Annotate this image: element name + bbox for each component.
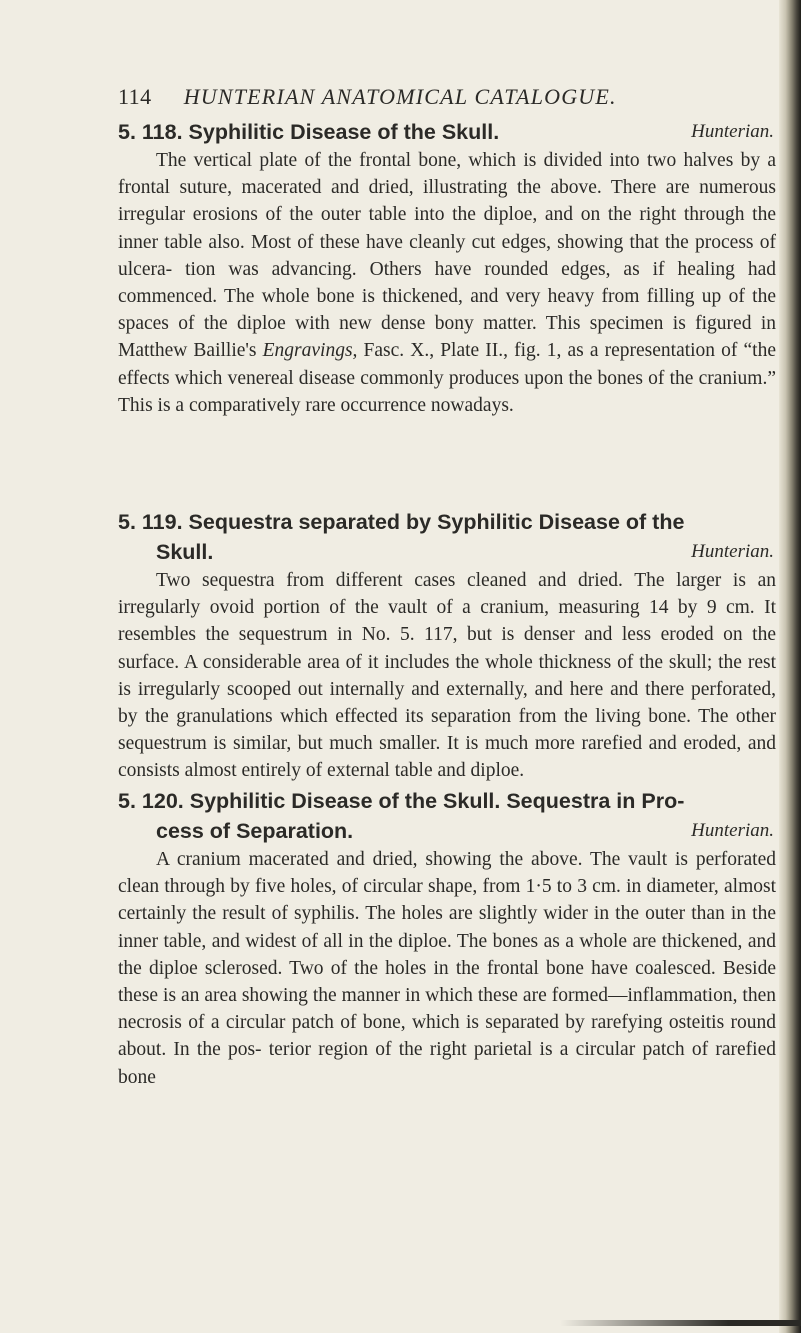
entry-title-continued: cess of Separation. bbox=[156, 819, 354, 843]
entry-title-text: 5. 118. Syphilitic Disease of the Skull. bbox=[118, 120, 500, 144]
page-number: 114 bbox=[118, 84, 152, 109]
page-edge-shadow bbox=[560, 1320, 801, 1326]
running-header bbox=[118, 84, 678, 110]
entry-body-italic: Engravings, bbox=[262, 340, 358, 362]
catalogue-entry-5-118 bbox=[118, 117, 776, 419]
entry-body-text-continued: Fasc. X., Plate II., fig. 1, as a representation of “the effects which venereal disease commonly produces upon the bones of the cranium.” This is a comparatively rare occurrence nowadays. bbox=[118, 340, 776, 416]
entry-source: Hunterian. bbox=[691, 121, 774, 142]
entry-body-text: The vertical plate of the frontal bone, which is divided into two halves by a frontal suture, macerated and dried, illustrating the above. There are numerous irregular erosions of the outer table into the diploe, and on the right through the inner table also. Most of these have cleanly cut edges, showing that the process of ulcera- tion was advancing. Others have rounded edges, as if healing had commenced. The whole bone is thickened, and very heavy from filling up of the spaces of the diploe with new dense bony matter. This specimen is figured in Matthew Baillie's bbox=[118, 150, 776, 362]
catalogue-entry-5-120 bbox=[118, 786, 776, 1091]
entry-body: Two sequestra from different cases cleaned and dried. The larger is an irregularly ovoid portion of the vault of a cranium, measuring 14 by 9 cm. It resembles the sequestrum in No. 5. 117, but is denser and less eroded on the surface. A considerable area of it includes the whole thickness of the skull; the rest is irregularly scooped out internally and externally, and here and there perforated, by the granulations which effected its separation from the living bone. The other sequestrum is similar, but much smaller. It is much more rarefied and eroded, and consists almost entirely of external table and diploe. bbox=[118, 570, 776, 782]
catalogue-entry-5-119 bbox=[118, 507, 776, 785]
entry-title bbox=[118, 786, 776, 846]
entry-body: A cranium macerated and dried, showing the above. The vault is perforated clean through by five holes, of circular shape, from 1·5 to 3 cm. in diameter, almost certainly the result of syphilis. The holes are slightly wider in the outer than in the inner table, and widest of all in the diploe. The bones as a whole are thickened, and the diploe sclerosed. Two of the holes in the frontal bone have coalesced. Beside these is an area showing the manner in which these are formed—inflammation, then necrosis of a circular patch of bone, which is separated by rarefying osteitis round about. In the pos- terior region of the right parietal is a circular patch of rarefied bone bbox=[118, 849, 776, 1088]
entry-title-text: 5. 120. Syphilitic Disease of the Skull. Sequestra in Pro- bbox=[118, 789, 685, 813]
entry-source: Hunterian. bbox=[691, 820, 774, 841]
entry-title bbox=[118, 507, 776, 567]
entry-source: Hunterian. bbox=[691, 541, 774, 562]
entry-title-text: 5. 119. Sequestra separated by Syphilitic Disease of the bbox=[118, 510, 685, 534]
book-spine-shadow bbox=[779, 0, 801, 1333]
entry-title-continued: Skull. bbox=[156, 540, 214, 564]
running-title: HUNTERIAN ANATOMICAL CATALOGUE. bbox=[183, 84, 617, 109]
entry-body bbox=[118, 147, 776, 419]
entry-title bbox=[118, 117, 776, 147]
